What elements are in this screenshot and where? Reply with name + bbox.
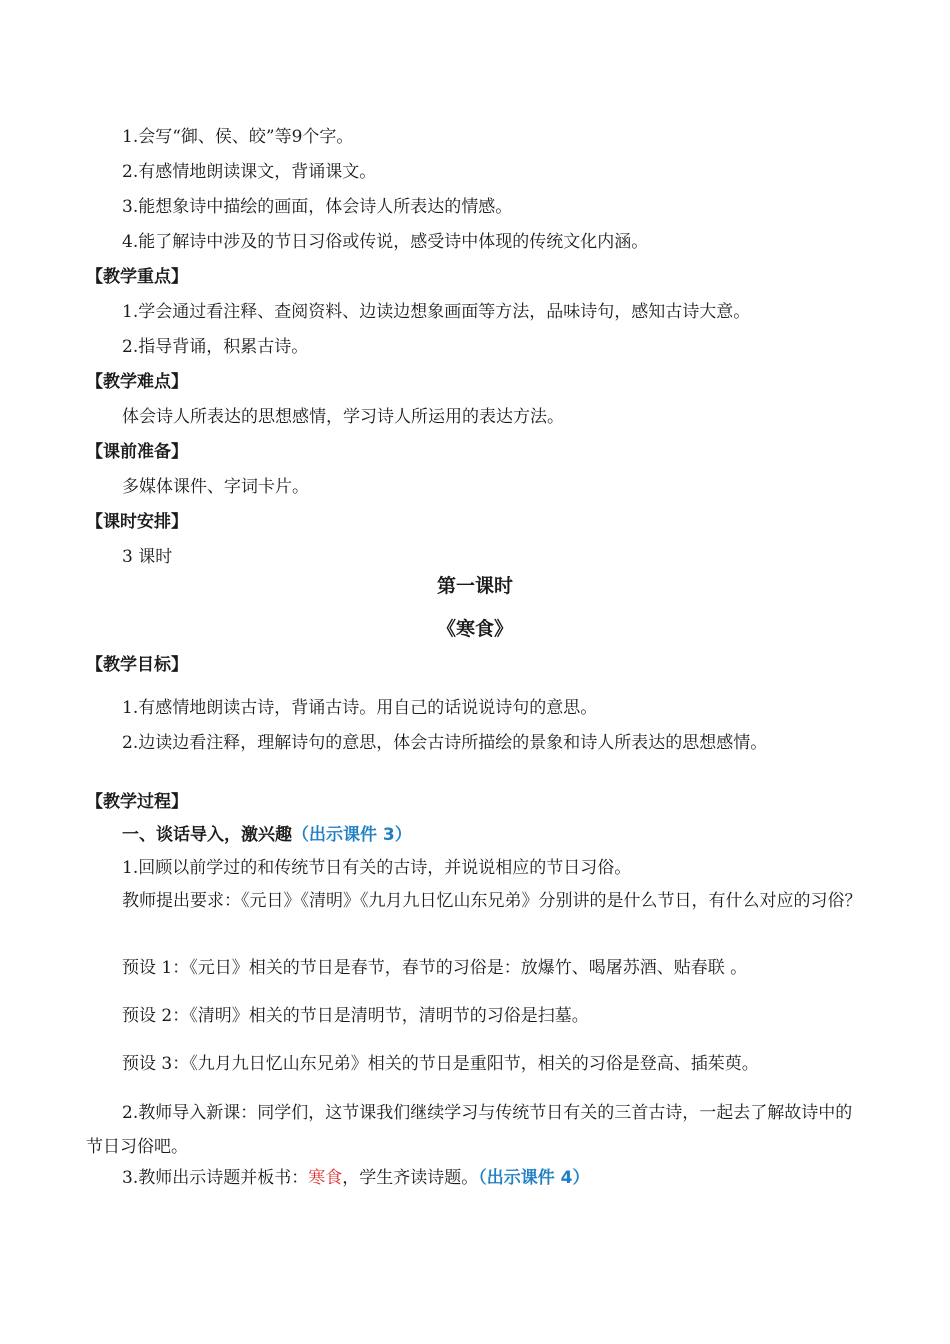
process-heading: 【教学过程】 (86, 792, 188, 812)
key-points-heading: 【教学重点】 (86, 267, 188, 287)
difficulties-heading: 【教学难点】 (86, 372, 188, 392)
teacher-request: 教师提出要求：《元日》《清明》《九月九日忆山东兄弟》分别讲的是什么节日，有什么对应的习俗？ (122, 891, 862, 911)
schedule-heading: 【课时安排】 (86, 512, 188, 532)
objective-3: 3.能想象诗中描绘的画面，体会诗人所表达的情感。 (122, 197, 513, 217)
courseware-4-label: （出示课件 4） (478, 1168, 590, 1188)
step-2: 2.教师导入新课：同学们，这节课我们继续学习与传统节日有关的三首古诗，一起去了解故诗中的节日习俗吧。 (86, 1103, 853, 1157)
step-3-suffix: ，学生齐读诗题。 (342, 1168, 479, 1188)
objective-2: 2.有感情地朗读课文，背诵课文。 (122, 162, 377, 182)
objective-4: 4.能了解诗中涉及的节日习俗或传说，感受诗中体现的传统文化内涵。 (122, 232, 649, 252)
section-1-title (122, 823, 412, 847)
schedule-text: 3 课时 (122, 547, 173, 567)
step-3-highlight: 寒食 (308, 1168, 343, 1188)
key-point-1: 1.学会通过看注释、查阅资料、边读边想象画面等方法，品味诗句，感知古诗大意。 (122, 302, 751, 322)
difficulties-text: 体会诗人所表达的思想感情，学习诗人所运用的表达方法。 (122, 407, 564, 427)
key-point-2: 2.指导背诵，积累古诗。 (122, 337, 309, 357)
lesson-objective-2: 2.边读边看注释，理解诗句的意思，体会古诗所描绘的景象和诗人所表达的思想感情。 (122, 733, 768, 753)
courseware-3-label: （出示课件 3） (292, 825, 412, 845)
objective-1: 1.会写“御、侯、皎”等9个字。 (122, 127, 354, 147)
preset-3: 预设 3：《九月九日忆山东兄弟》相关的节日是重阳节，相关的习俗是登高、插茱萸。 (122, 1054, 759, 1074)
section-1-title-text: 一、谈话导入，激兴趣 (122, 825, 292, 845)
step-1: 1.回顾以前学过的和传统节日有关的古诗，并说说相应的节日习俗。 (122, 858, 632, 878)
step-3 (122, 1166, 589, 1190)
lesson-objectives-heading: 【教学目标】 (86, 655, 188, 675)
preparation-heading: 【课前准备】 (86, 442, 188, 462)
poem-title: 《寒食》 (436, 618, 513, 640)
lesson-title: 第一课时 (436, 575, 513, 597)
step-3-prefix: 3.教师出示诗题并板书： (122, 1168, 309, 1188)
preparation-text: 多媒体课件、字词卡片。 (122, 477, 309, 497)
preset-2: 预设 2：《清明》相关的节日是清明节，清明节的习俗是扫墓。 (122, 1006, 589, 1026)
preset-1: 预设 1：《元日》相关的节日是春节，春节的习俗是：放爆竹、喝屠苏酒、贴春联 。 (122, 958, 748, 978)
lesson-objective-1: 1.有感情地朗读古诗，背诵古诗。用自己的话说说诗句的意思。 (122, 698, 598, 718)
